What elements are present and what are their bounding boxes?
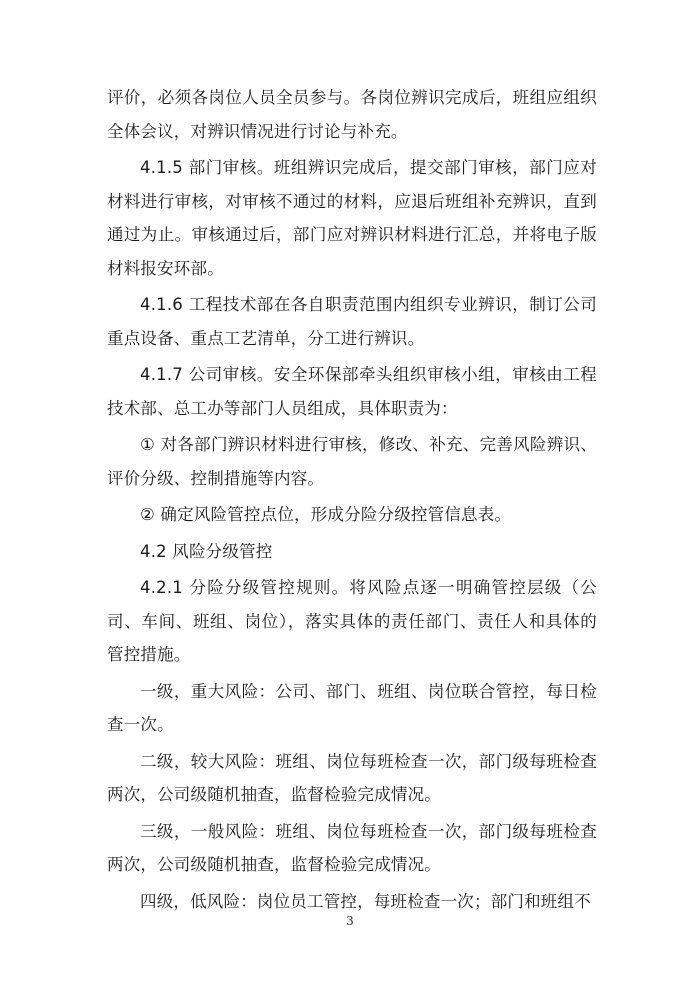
paragraph-4-2-1: 4.2.1 分险分级管控规则。将风险点逐一明确管控层级（公司、车间、班组、岗位），落实具体的责任部门、责任人和具体的管控措施。	[107, 578, 597, 664]
paragraph-4-1-6: 4.1.6 工程技术部在各自职责范围内组织专业辨识，制订公司重点设备、重点工艺清单，分工进行辨识。	[107, 295, 597, 348]
paragraph-level-3-risk: 三级，一般风险：班组、岗位每班检查一次，部门级每班检查两次，公司级随机抽查，监督检验完成情况。	[107, 821, 597, 874]
section-heading-4-2: 4.2 风险分级管控	[140, 541, 273, 561]
paragraph-level-2-risk: 二级，较大风险：班组、岗位每班检查一次，部门级每班检查两次，公司级随机抽查，监督检验完成情况。	[107, 751, 597, 804]
paragraph-4-1-7: 4.1.7 公司审核。安全环保部牵头组织审核小组，审核由工程技术部、总工办等部门人员组成，具体职责为：	[107, 365, 597, 418]
paragraph-level-4-risk: 四级，低风险：岗位员工管控，每班检查一次；部门和班组不	[140, 891, 591, 911]
page-number: 3	[346, 914, 354, 928]
paragraph-continuation: 评价，必须各岗位人员全员参与。各岗位辨识完成后，班组应组织全体会议，对辨识情况进行讨论与补充。	[107, 88, 597, 141]
list-item-2: ② 确定风险管控点位，形成分险分级控管信息表。	[140, 505, 512, 524]
list-item-1: ① 对各部门辨识材料进行审核，修改、补充、完善风险辨识、评价分级、控制措施等内容。	[107, 435, 597, 488]
document-body	[107, 81, 597, 921]
paragraph-4-1-5: 4.1.5 部门审核。班组辨识完成后，提交部门审核，部门应对材料进行审核，对审核不通过的材料，应退后班组补充辨识，直到通过为止。审核通过后，部门应对辨识材料进行汇总，并将电子版材料报安环部。	[107, 158, 597, 278]
paragraph-level-1-risk: 一级，重大风险：公司、部门、班组、岗位联合管控，每日检查一次。	[107, 681, 597, 734]
